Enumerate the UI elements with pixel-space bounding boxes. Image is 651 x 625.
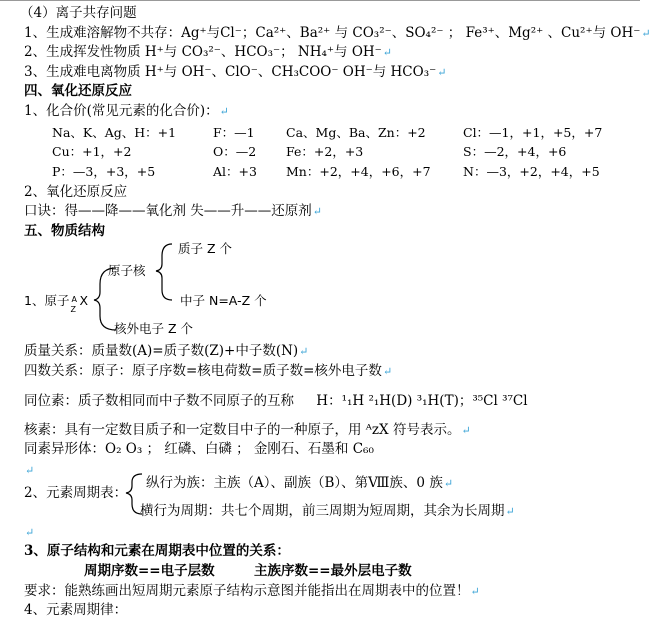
- section-heading-redox: 四、氧化还原反应: [24, 83, 132, 99]
- paragraph-mark-icon: ↵: [299, 345, 309, 358]
- mass-relation: [24, 342, 308, 361]
- valence-title-text: 1、化合价(常见元素的化合价)：: [24, 103, 219, 119]
- valence-title: [24, 102, 229, 121]
- mass-number: A: [71, 295, 77, 304]
- requirement-text: 要求：能熟练画出短周期元素原子结构示意图并能指出在周期表中的位置！: [24, 583, 470, 599]
- nuclide-line: [24, 421, 471, 440]
- paragraph-mark-icon: ↵: [382, 365, 393, 378]
- redox-title: 2、氧化还原反应: [24, 184, 128, 200]
- periodic-table-label: 2、元素周期表：: [24, 485, 128, 501]
- valence-cell: S：—2，+4，+6: [463, 144, 567, 159]
- inner-brace-icon: [156, 244, 172, 300]
- valence-cell: Fe：+2，+3: [286, 144, 364, 159]
- valence-cell: O：—2: [213, 144, 257, 159]
- paragraph-mark-icon: ↵: [505, 505, 515, 518]
- proton-label: 质子 Z 个: [178, 241, 233, 256]
- nucleus-label: 原子核: [108, 263, 146, 278]
- rule-line-1: [24, 24, 651, 43]
- redox-mnemonic-text: 口诀：得——降——氧化剂 失——升——还原剂: [24, 203, 312, 219]
- atom-label: [24, 292, 89, 314]
- electron-label: 核外电子 Z 个: [114, 321, 194, 336]
- periodic-rows: [140, 502, 515, 521]
- redox-mnemonic: [24, 202, 322, 221]
- periodic-law-heading: 4、元素周期律：: [24, 602, 128, 618]
- periodic-columns-text: 纵行为族：主族（A）、副族（B）、第Ⅷ族、0 族: [146, 475, 443, 491]
- valence-cell: Cu：+1，+2: [52, 144, 132, 159]
- valence-cell: N：—3，+2，+4，+5: [463, 164, 600, 179]
- rule-line-2-text: 2、生成挥发性物质 H⁺与 CO₃²⁻、HCO₃⁻； NH₄⁺与 OH⁻: [24, 44, 382, 60]
- valence-cell: Mn：+2，+4，+6，+7: [286, 164, 431, 179]
- isotope-line: [24, 392, 528, 410]
- paragraph-mark-icon: ↵: [382, 46, 393, 59]
- period-equation: 周期序数==电子层数: [84, 563, 215, 579]
- atom-prefix: 1、原子: [24, 293, 70, 308]
- valence-cell: Ca、Mg、Ba、Zn：+2: [286, 125, 426, 140]
- paragraph-mark-icon: ↵: [25, 464, 35, 477]
- rule-line-3-text: 3、生成难电离物质 H⁺与 OH⁻、ClO⁻、CH₃COO⁻ OH⁻与 HCO₃⁻: [24, 64, 437, 80]
- rule-line-2: [24, 43, 392, 62]
- valence-cell: Al：+3: [213, 164, 257, 179]
- paragraph-mark-icon: ↵: [641, 27, 651, 40]
- paragraph-mark-icon: ↵: [443, 477, 454, 490]
- periodic-columns: [146, 474, 453, 493]
- mass-relation-text: 质量关系：质量数(A)=质子数(Z)+中子数(N): [24, 343, 299, 359]
- atomic-number: Z: [70, 305, 76, 314]
- paragraph-mark-icon: ↵: [437, 66, 447, 79]
- top-rule: [0, 0, 640, 1]
- valence-cell: P：—3，+3，+5: [52, 164, 156, 179]
- isotope-symbols: H：¹₁H ²₁H(D) ³₁H(T)；³⁵Cl ³⁷Cl: [316, 393, 528, 409]
- nuclide-text: 核素：具有一定数目质子和一定数目中子的一种原子，用 ᴬzX 符号表示。: [24, 422, 461, 438]
- isotope-definition: 同位素：质子数相同而中子数不同原子的互称: [24, 393, 294, 409]
- rule-line-1-text: 1、生成难溶解物不共存：Ag⁺与Cl⁻；Ca²⁺、Ba²⁺ 与 CO₃²⁻、SO₄²⁻ ； Fe³⁺、Mg²⁺ 、Cu²⁺与 OH⁻: [24, 25, 641, 41]
- structure-position-heading: 3、原子结构和元素在周期表中位置的关系：: [24, 543, 290, 559]
- element-symbol: X: [79, 293, 89, 308]
- paragraph-mark-icon: ↵: [25, 526, 35, 539]
- paragraph-mark-icon: ↵: [219, 105, 229, 118]
- section-heading-structure: 五、物质结构: [24, 223, 105, 239]
- section-heading-ion-coexistence: （4）离子共存问题: [20, 5, 137, 21]
- periodic-rows-text: 横行为周期：共七个周期，前三周期为短周期，其余为长周期: [140, 503, 505, 519]
- paragraph-mark-icon: ↵: [312, 205, 323, 218]
- neutron-label: 中子 N=A-Z 个: [180, 293, 267, 308]
- four-number-relation-text: 四数关系：原子：原子序数=核电荷数=质子数=核外电子数: [24, 363, 382, 379]
- group-equation: 主族序数==最外层电子数: [254, 563, 412, 579]
- allotrope-text: 同素异形体：O₂ O₃ ； 红磷、白磷 ； 金刚石、石墨和 C₆₀: [24, 441, 374, 457]
- allotrope-line: [24, 440, 374, 458]
- paragraph-mark-icon: ↵: [461, 424, 471, 437]
- rule-line-3: [24, 63, 446, 82]
- valence-cell: Na、K、Ag、H：+1: [52, 125, 177, 140]
- four-number-relation: [24, 362, 392, 381]
- valence-cell: Cl：—1，+1，+5，+7: [463, 125, 603, 140]
- requirement-line: [24, 582, 480, 601]
- valence-cell: F：—1: [213, 125, 255, 140]
- paragraph-mark-icon: ↵: [470, 585, 480, 598]
